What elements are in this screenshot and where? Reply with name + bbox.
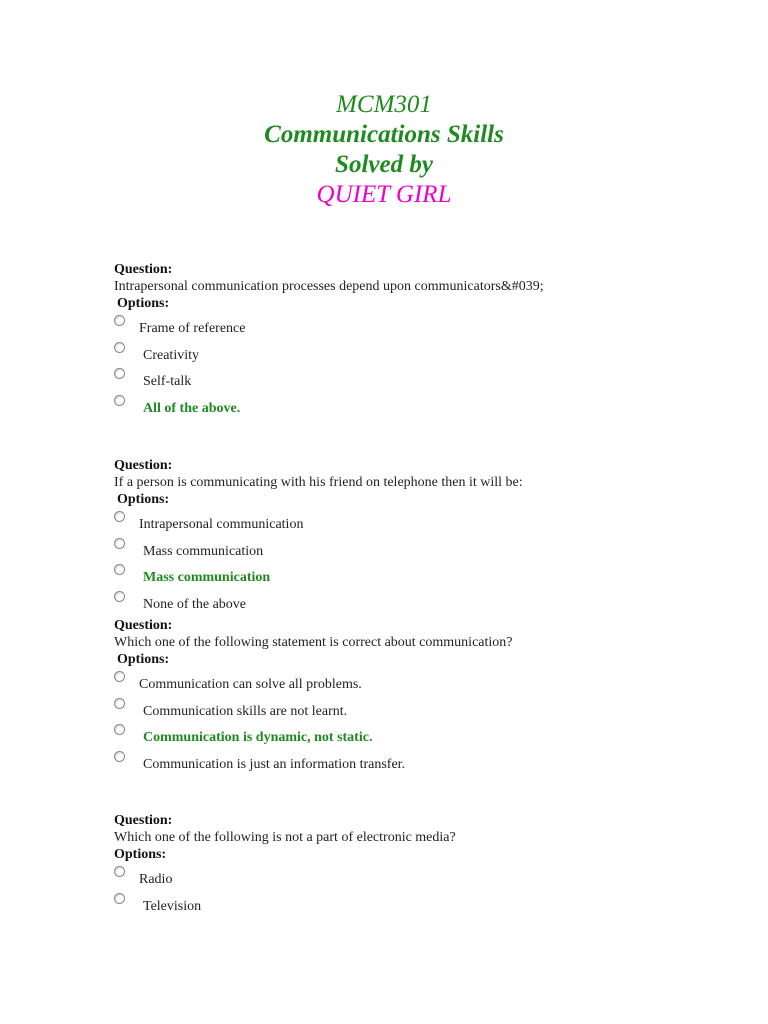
option-text: Radio: [139, 872, 173, 887]
option-item-correct[interactable]: [114, 561, 734, 588]
option-text: Communication skills are not learnt.: [143, 703, 348, 719]
option-text: Frame of reference: [139, 321, 246, 336]
option-text: Television: [143, 898, 202, 914]
document-title-block: [0, 90, 768, 210]
option-item[interactable]: [114, 863, 734, 890]
option-text: Intrapersonal communication: [139, 517, 304, 532]
options-label: Options:: [114, 847, 167, 862]
course-code: MCM301: [336, 91, 432, 118]
option-item-correct[interactable]: [114, 721, 734, 748]
question-block-2: [114, 457, 734, 614]
radio-button-icon[interactable]: [114, 591, 125, 602]
radio-button-icon[interactable]: [114, 342, 125, 353]
option-text: Creativity: [143, 347, 199, 363]
option-item[interactable]: [114, 535, 734, 562]
option-text: Self-talk: [143, 374, 192, 389]
option-item[interactable]: [114, 508, 734, 535]
options-label: Options:: [117, 492, 170, 507]
radio-button-icon[interactable]: [114, 315, 125, 326]
radio-button-icon[interactable]: [114, 724, 125, 735]
radio-button-icon[interactable]: [114, 564, 125, 575]
author-name: QUIET GIRL: [316, 181, 452, 208]
radio-button-icon[interactable]: [114, 698, 125, 709]
option-item[interactable]: [114, 339, 734, 366]
option-text: Communication can solve all problems.: [139, 677, 362, 692]
radio-button-icon[interactable]: [114, 671, 125, 682]
options-label: Options:: [117, 296, 170, 311]
question-label: Question:: [114, 618, 173, 633]
option-text: Mass communication: [143, 543, 264, 559]
question-text: Which one of the following is not a part of electronic media?: [114, 830, 456, 845]
question-label: Question:: [114, 262, 173, 277]
radio-button-icon[interactable]: [114, 866, 125, 877]
question-text: Which one of the following statement is correct about communication?: [114, 635, 513, 650]
question-text: Intrapersonal communication processes depend upon communicators&#039;: [114, 279, 544, 294]
option-item[interactable]: [114, 312, 734, 339]
question-label: Question:: [114, 458, 173, 473]
correct-answer-text: Mass communication: [143, 570, 271, 585]
radio-button-icon[interactable]: [114, 538, 125, 549]
question-block-3: [114, 617, 734, 774]
option-text: Communication is just an information transfer.: [143, 756, 406, 772]
course-title: Communications Skills: [264, 121, 504, 148]
radio-button-icon[interactable]: [114, 893, 125, 904]
correct-answer-text: All of the above.: [143, 400, 241, 416]
question-text: If a person is communicating with his friend on telephone then it will be:: [114, 475, 523, 490]
question-block-4: [114, 812, 734, 916]
option-text: None of the above: [143, 596, 247, 612]
option-item[interactable]: [114, 668, 734, 695]
question-block-1: [114, 261, 734, 418]
option-item[interactable]: [114, 748, 734, 775]
option-item[interactable]: [114, 365, 734, 392]
option-item-correct[interactable]: [114, 392, 734, 419]
options-label: Options:: [117, 652, 170, 667]
option-item[interactable]: [114, 890, 734, 917]
radio-button-icon[interactable]: [114, 395, 125, 406]
option-item[interactable]: [114, 695, 734, 722]
correct-answer-text: Communication is dynamic, not static.: [143, 730, 373, 745]
question-label: Question:: [114, 813, 173, 828]
radio-button-icon[interactable]: [114, 368, 125, 379]
option-item[interactable]: [114, 588, 734, 615]
radio-button-icon[interactable]: [114, 751, 125, 762]
radio-button-icon[interactable]: [114, 511, 125, 522]
solved-by-label: Solved by: [335, 151, 433, 178]
